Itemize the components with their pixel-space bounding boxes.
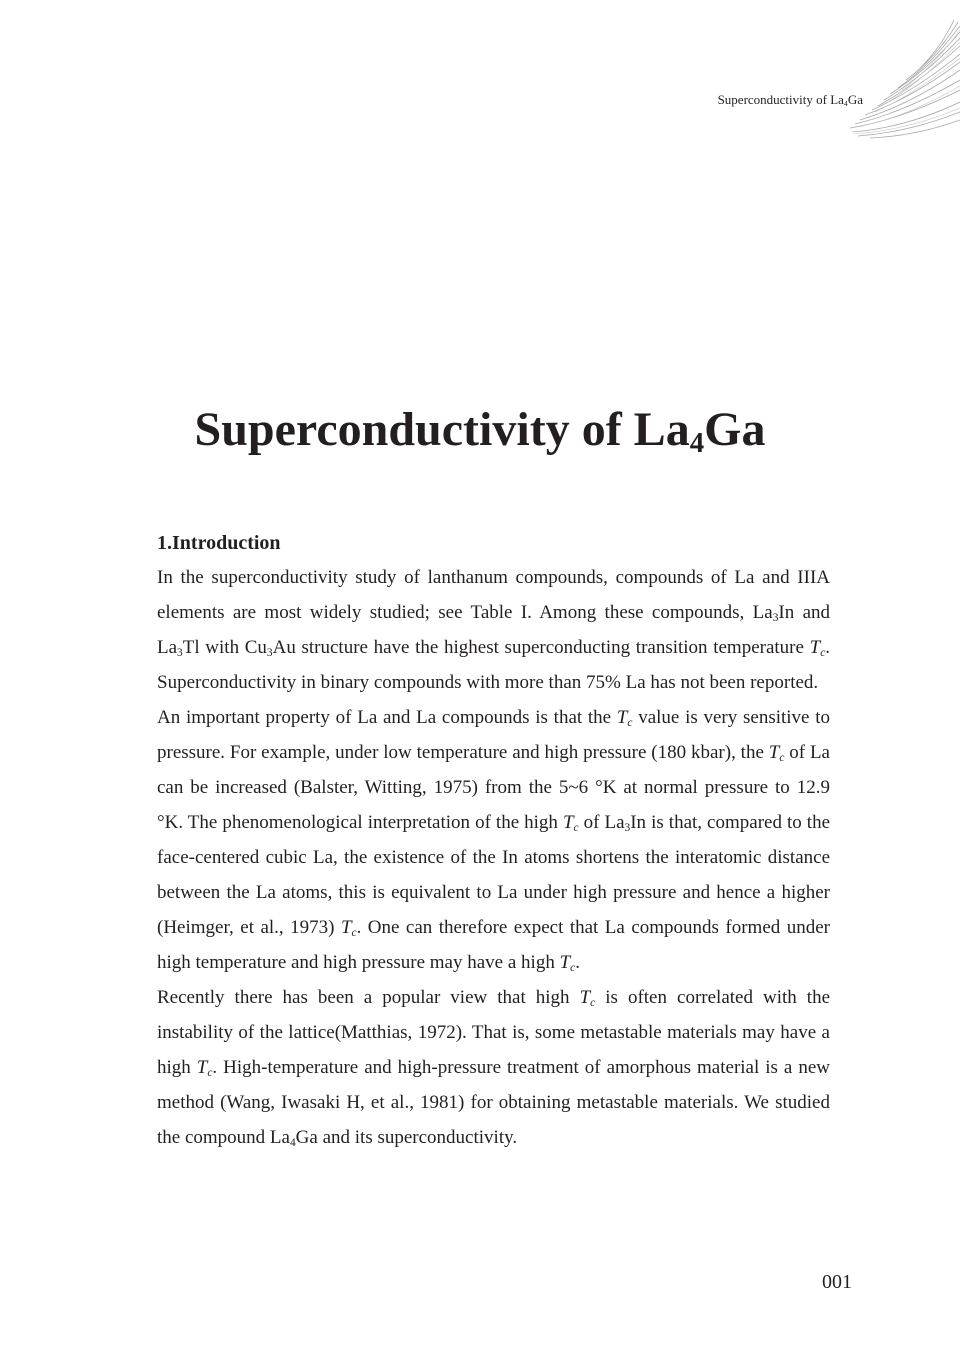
tc-subscript: c [779,751,785,764]
text-run: is often correlated with the instability of the lattice(Matthias, 1972). That is, some metastable materials may have a high [157,987,830,1078]
text-run: In the superconductivity study of lanthanum compounds, compounds of La and IIIA elements are most widely studied; see Table I. Among these compounds, La [157,567,830,623]
feather-brush-strokes-icon [847,20,960,140]
running-header-text: Superconductivity of La [717,92,844,107]
paragraph-1 [157,560,830,700]
text-run: value is very sensitive to pressure. For example, under low temperature and high pressure (180 kbar), the [157,707,830,763]
subscript: 3 [624,821,631,834]
tc-symbol: T [809,637,821,658]
tc-symbol: T [340,917,352,938]
tc-symbol: T [768,742,780,763]
tc-subscript: c [627,716,633,729]
running-header [718,92,863,108]
page-number: 001 [822,1271,852,1293]
body-content [157,528,830,1155]
subscript: 3 [177,646,183,659]
tc-symbol: T [579,987,591,1008]
section-heading: 1.Introduction [157,532,281,554]
tc-symbol: T [562,812,574,833]
tc-subscript: c [573,821,579,834]
text-run: of La can be increased (Balster, Witting, 1975) from the 5~6 °K at normal pressure to 12.9 °K. The phenomenological interpretation of the high [157,742,830,833]
tc-subscript: c [570,961,576,974]
text-run: An important property of La and La compounds is that the [157,707,617,728]
text-run: . High-temperature and high-pressure treatment of amorphous material is a new method (Wang, Iwasaki H, et al., 1981) for obtaining metastable materials. We studied the compound La [157,1057,831,1148]
running-header-text-suffix: Ga [847,92,863,107]
tc-symbol: T [616,707,628,728]
text-run: . Superconductivity in binary compounds with more than 75% La has not been reported. [157,637,830,693]
text-run: Recently there has been a popular view that high [157,987,580,1008]
text-run: In is that, compared to the face-centered cubic La, the existence of the In atoms shortens the interatomic distance between the La atoms, this is equivalent to La under high pressure and hence a higher (Heimger, et al., 1973) [157,812,830,938]
tc-subscript: c [207,1066,213,1079]
paragraph-2 [157,700,830,980]
text-run: Ga and its superconductivity. [295,1127,518,1148]
tc-symbol: T [559,952,571,973]
tc-subscript: c [590,996,596,1009]
text-run: Au structure have the highest superconducting transition temperature [272,637,810,658]
text-run: . [575,952,580,973]
page-title [0,402,960,460]
tc-subscript: c [820,646,826,659]
title-subscript: 4 [689,427,705,460]
paragraph-3 [157,980,830,1155]
running-header-subscript: 4 [843,98,848,108]
text-run: of La [578,812,625,833]
text-run: . One can therefore expect that La compounds formed under high temperature and high pressure may have a high [157,917,830,973]
subscript: 3 [772,611,779,624]
subscript: 3 [266,646,273,659]
subscript: 4 [289,1136,296,1149]
text-run: Tl with Cu [182,637,267,658]
tc-symbol: T [196,1057,208,1078]
title-text-suffix: Ga [704,403,766,457]
text-run: In and La [157,602,830,658]
title-text: Superconductivity of La [194,403,690,457]
tc-subscript: c [351,926,357,939]
